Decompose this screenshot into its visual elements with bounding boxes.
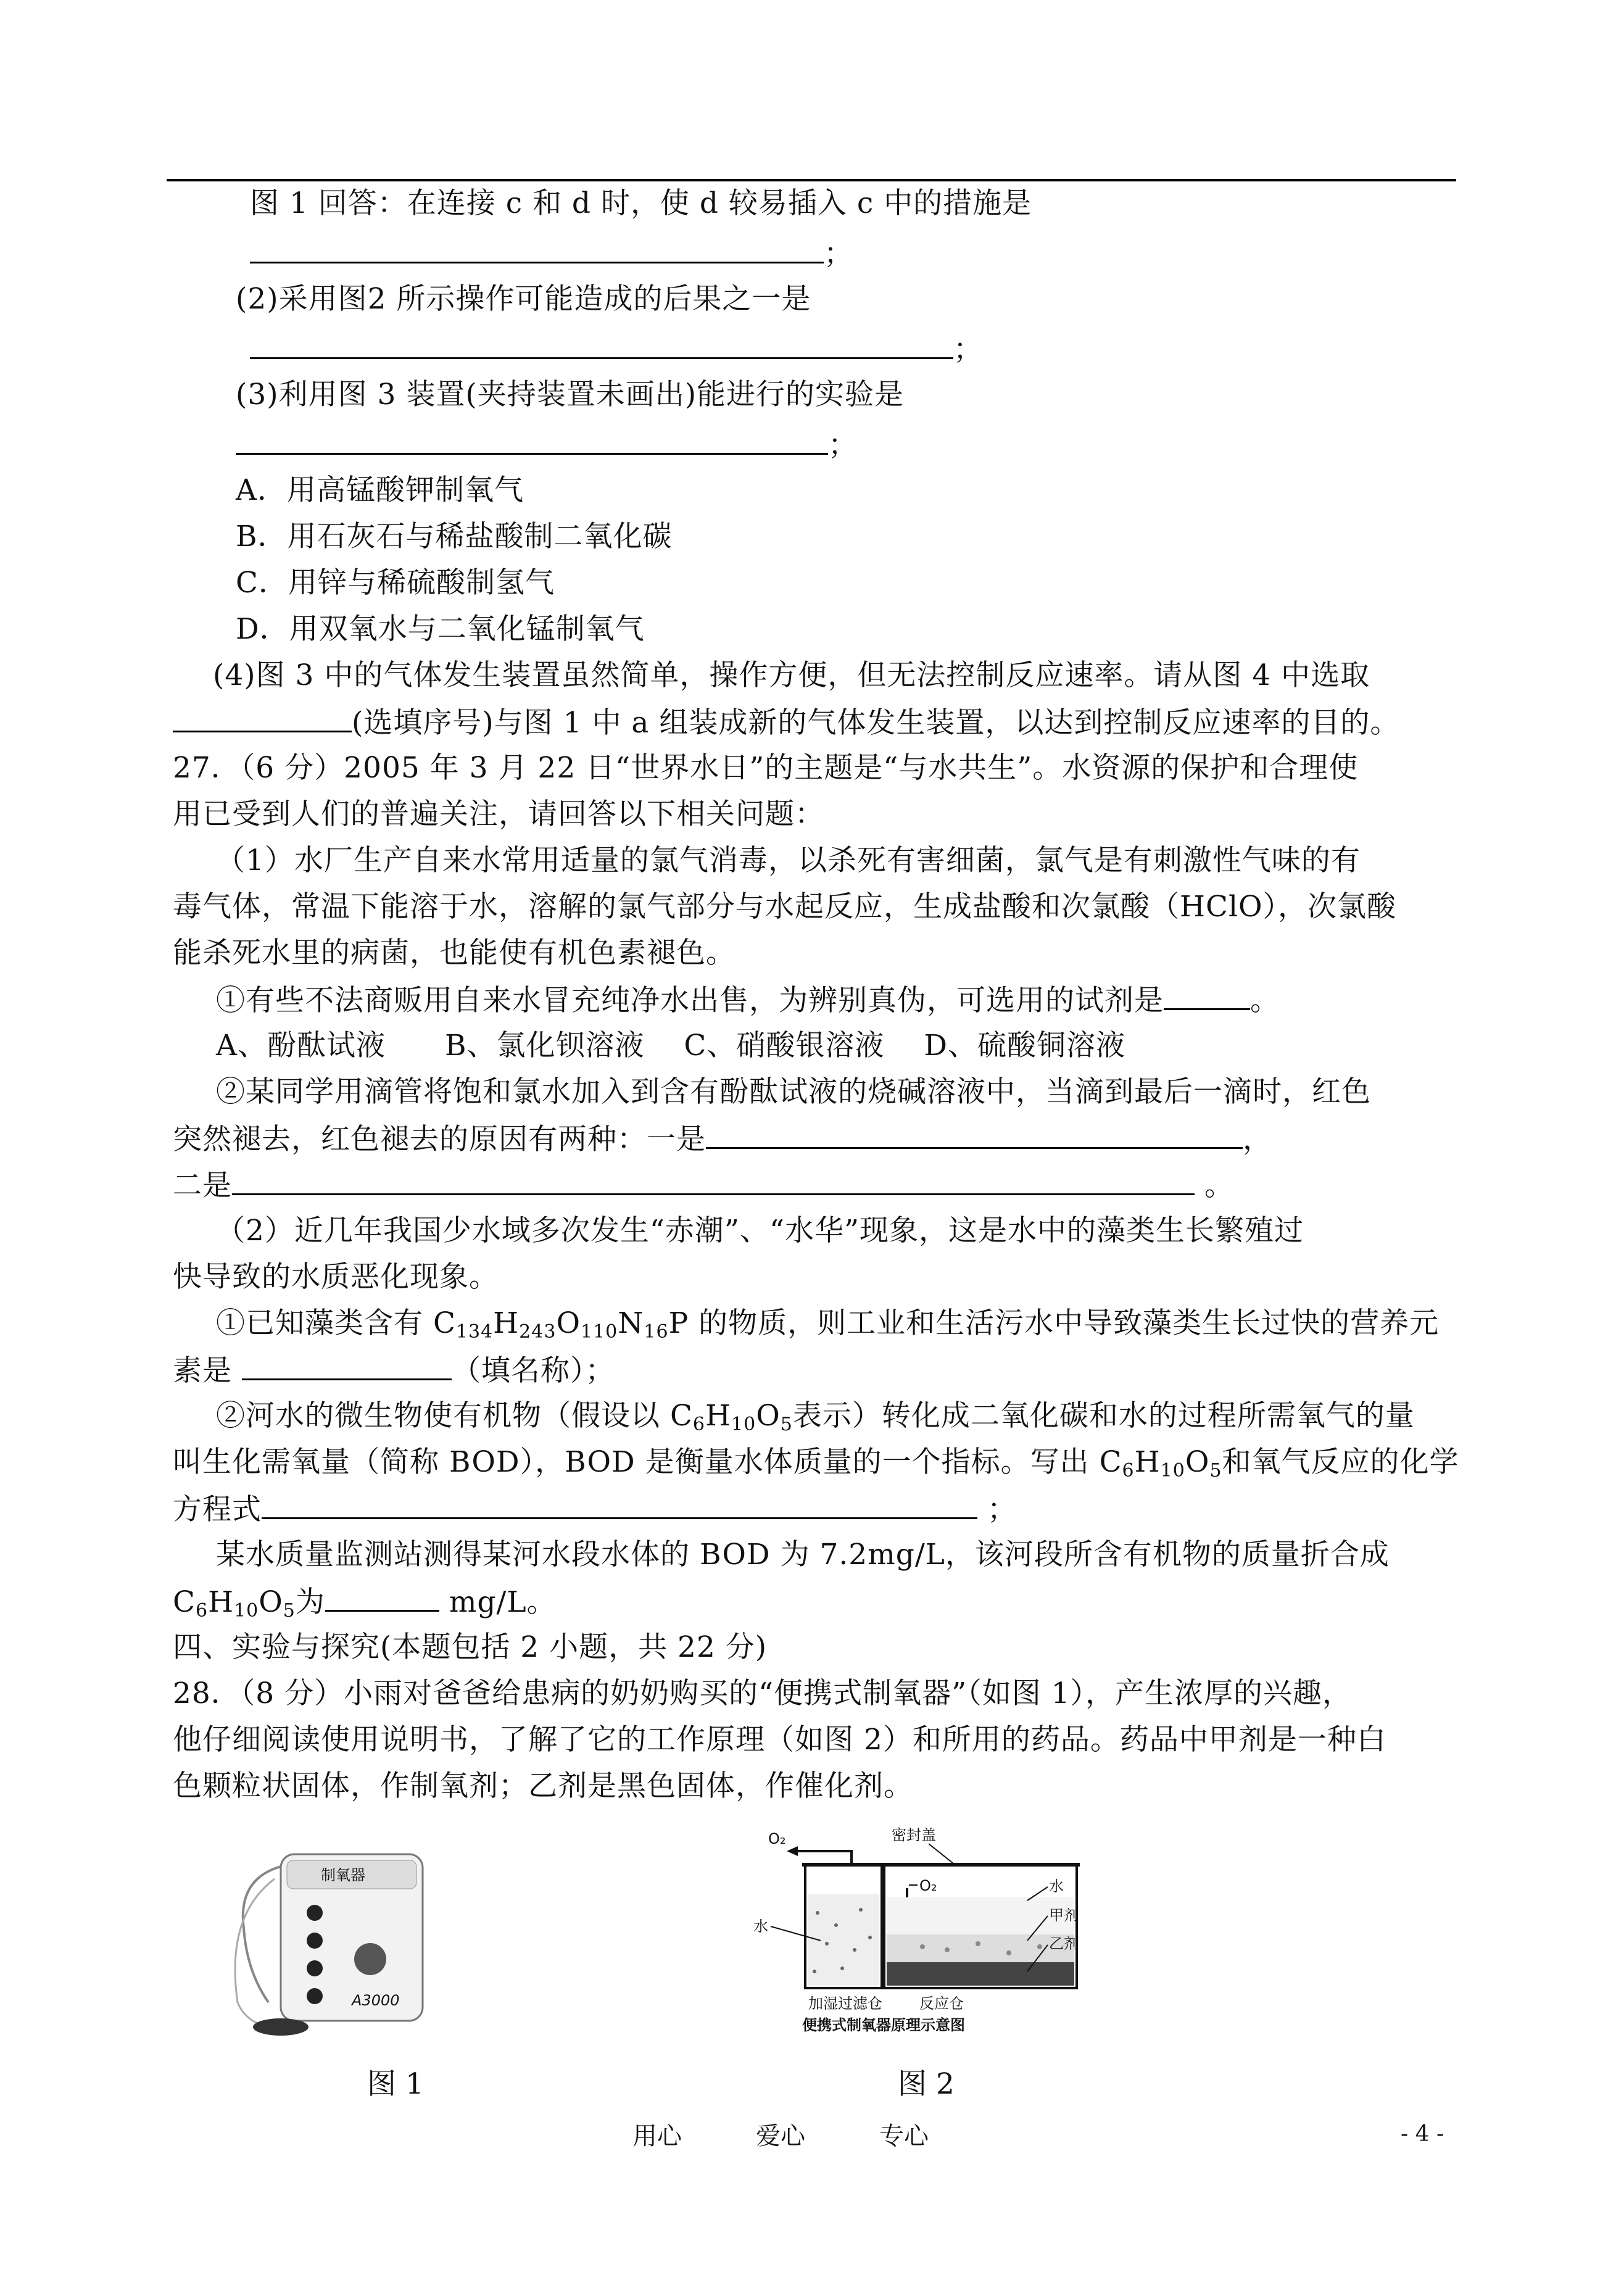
section4-heading: 四、实验与探究(本题包括 2 小题，共 22 分) <box>173 1630 768 1664</box>
answer-blank[interactable] <box>1164 981 1250 1010</box>
answer-blank[interactable] <box>173 703 352 732</box>
q27-p2-question3-line1: 某水质量监测站测得某河水段水体的 BOD 为 7.2mg/L，该河段所含有机物的质量折合成 <box>216 1538 1390 1572</box>
water-right-label: 水 <box>1049 1878 1064 1895</box>
q26-option-d: D．用双氧水与二氧化锰制氧气 <box>236 612 645 646</box>
q27-p1-question1: ①有些不法商贩用自来水冒充纯净水出售，为辨别真伪，可选用的试剂是 。 <box>216 981 1280 1019</box>
q26-option-c: C．用锌与稀硫酸制氢气 <box>236 566 555 600</box>
page-number: - 4 - <box>1401 2121 1444 2147</box>
agent-b-label: 乙剂 <box>1049 1935 1079 1952</box>
filter-chamber-label: 加湿过滤仓 <box>808 1995 882 2012</box>
figure2-title: 便携式制氧器原理示意图 <box>802 2016 965 2034</box>
q27-p1-line3: 能杀死水里的病菌，也能使有机色素褪色。 <box>173 936 735 970</box>
q26-blank1-line: ； <box>250 234 853 273</box>
q27-p2-question2-line1: ②河水的微生物使有机物（假设以 $C_6H_{10}O_5$表示）转化成二氧化碳和水的过程所需氧气的量 <box>216 1399 1415 1435</box>
answer-blank[interactable] <box>250 330 953 359</box>
q26-option-b: B．用石灰石与稀盐酸制二氧化碳 <box>236 520 673 553</box>
device-name-label: 制氧器 <box>321 1867 365 1884</box>
footer-slogan: 用心 爱心 专心 <box>632 2122 929 2150</box>
header-rule <box>167 179 1456 181</box>
q26-line1: 图 1 回答：在连接 c 和 d 时，使 d 较易插入 c 中的措施是 <box>250 186 1032 220</box>
q27-p2-line1: （2）近几年我国少水域多次发生“赤潮”、“水华”现象，这是水中的藻类生长繁殖过 <box>216 1214 1304 1248</box>
figure1-caption: 图 1 <box>367 2067 424 2101</box>
q27-intro-1: 27．（6 分）2005 年 3 月 22 日“世界水日”的主题是“与水共生”。水资源的保护和合理使 <box>173 751 1359 785</box>
q27-p1-question2-line2: 突然褪去，红色褪去的原因有两种：一是 ， <box>173 1120 1272 1158</box>
q28-line2: 他仔细阅读使用说明书，了解了它的工作原理（如图 2）和所用的药品。药品中甲剂是一种白 <box>173 1723 1386 1757</box>
device-button <box>307 1905 323 1921</box>
answer-blank[interactable] <box>242 1351 452 1380</box>
answer-blank[interactable] <box>325 1583 439 1612</box>
q27-p2-question2-line2: 叫生化需氧量（简称 BOD），BOD 是衡量水体质量的一个指标。写出 $C_6H_{10}O_5$和氧气反应的化学 <box>173 1445 1459 1482</box>
q27-p1-line1: （1）水厂生产自来水常用适量的氯气消毒，以杀死有害细菌，氯气是有刺激性气味的有 <box>216 843 1361 877</box>
q26-blank2-line: ； <box>250 330 983 368</box>
water-left-label: 水 <box>753 1918 768 1935</box>
figure1-device-image <box>213 1842 447 2052</box>
device-button <box>307 1988 323 2004</box>
q27-p2-line2: 快导致的水质恶化现象。 <box>173 1260 499 1294</box>
figure2-schematic <box>750 1826 1095 2045</box>
reaction-chamber-label: 反应仓 <box>919 1995 964 2012</box>
q27-p2-question3-line2: $C_6H_{10}O_5$为 mg/L。 <box>173 1583 557 1621</box>
q26-part3: (3)利用图 3 装置(夹持装置未画出)能进行的实验是 <box>236 378 905 412</box>
q28-line1: 28．（8 分）小雨对爸爸给患病的奶奶购买的“便携式制氧器”（如图 1），产生浓厚的兴趣， <box>173 1676 1353 1710</box>
answer-blank[interactable] <box>250 234 824 263</box>
o2-inner-label: O₂ <box>919 1877 937 1894</box>
q26-part4-line1: (4)图 3 中的气体发生装置虽然简单，操作方便，但无法控制反应速率。请从图 4 中选取 <box>213 658 1370 692</box>
device-button <box>307 1960 323 1976</box>
q26-option-a: A．用高锰酸钾制氧气 <box>236 473 524 507</box>
device-button <box>307 1933 323 1949</box>
q27-p1-question2-line3: 二是 。 <box>173 1166 1234 1204</box>
seal-lid-label: 密封盖 <box>892 1826 936 1844</box>
device-model-label: A3000 <box>352 1992 400 2009</box>
answer-blank[interactable] <box>706 1120 1243 1149</box>
q26-part2: (2)采用图2 所示操作可能造成的后果之一是 <box>236 282 811 316</box>
q27-p2-question1-line2: 素是 （填名称）； <box>173 1351 615 1390</box>
q28-line3: 色颗粒状固体，作制氧剂；乙剂是黑色固体，作催化剂。 <box>173 1769 913 1803</box>
figure2-caption: 图 2 <box>898 2067 955 2101</box>
o2-out-label: O₂ <box>768 1830 786 1847</box>
q27-p2-question1: ①已知藻类含有 $C_{134}H_{243}O_{110}N_{16}P$ 的物质，则工业和生活污水中导致藻类生长过快的营养元 <box>216 1306 1440 1343</box>
q27-p1-line2: 毒气体，常温下能溶于水，溶解的氯气部分与水起反应，生成盐酸和次氯酸（HClO），次氯酸 <box>173 890 1397 924</box>
device-logo-icon <box>354 1943 386 1975</box>
q27-p2-question2-line3: 方程式 ； <box>173 1490 1017 1528</box>
q27-intro-2: 用已受到人们的普遍关注，请回答以下相关问题： <box>173 797 824 831</box>
q26-blank3-line: ； <box>236 426 858 464</box>
q26-part4-line2: (选填序号)与图 1 中 a 组装成新的气体发生装置，以达到控制反应速率的目的。 <box>173 703 1399 742</box>
answer-blank[interactable] <box>232 1166 1195 1195</box>
q27-p1-options: A、酚酞试液 B、氯化钡溶液 C、硝酸银溶液 D、硫酸铜溶液 <box>216 1029 1126 1063</box>
answer-blank[interactable] <box>262 1490 977 1519</box>
q27-p1-question2-line1: ②某同学用滴管将饱和氯水加入到含有酚酞试液的烧碱溶液中，当滴到最后一滴时，红色 <box>216 1075 1371 1109</box>
agent-a-label: 甲剂 <box>1049 1907 1079 1924</box>
answer-blank[interactable] <box>236 426 828 455</box>
